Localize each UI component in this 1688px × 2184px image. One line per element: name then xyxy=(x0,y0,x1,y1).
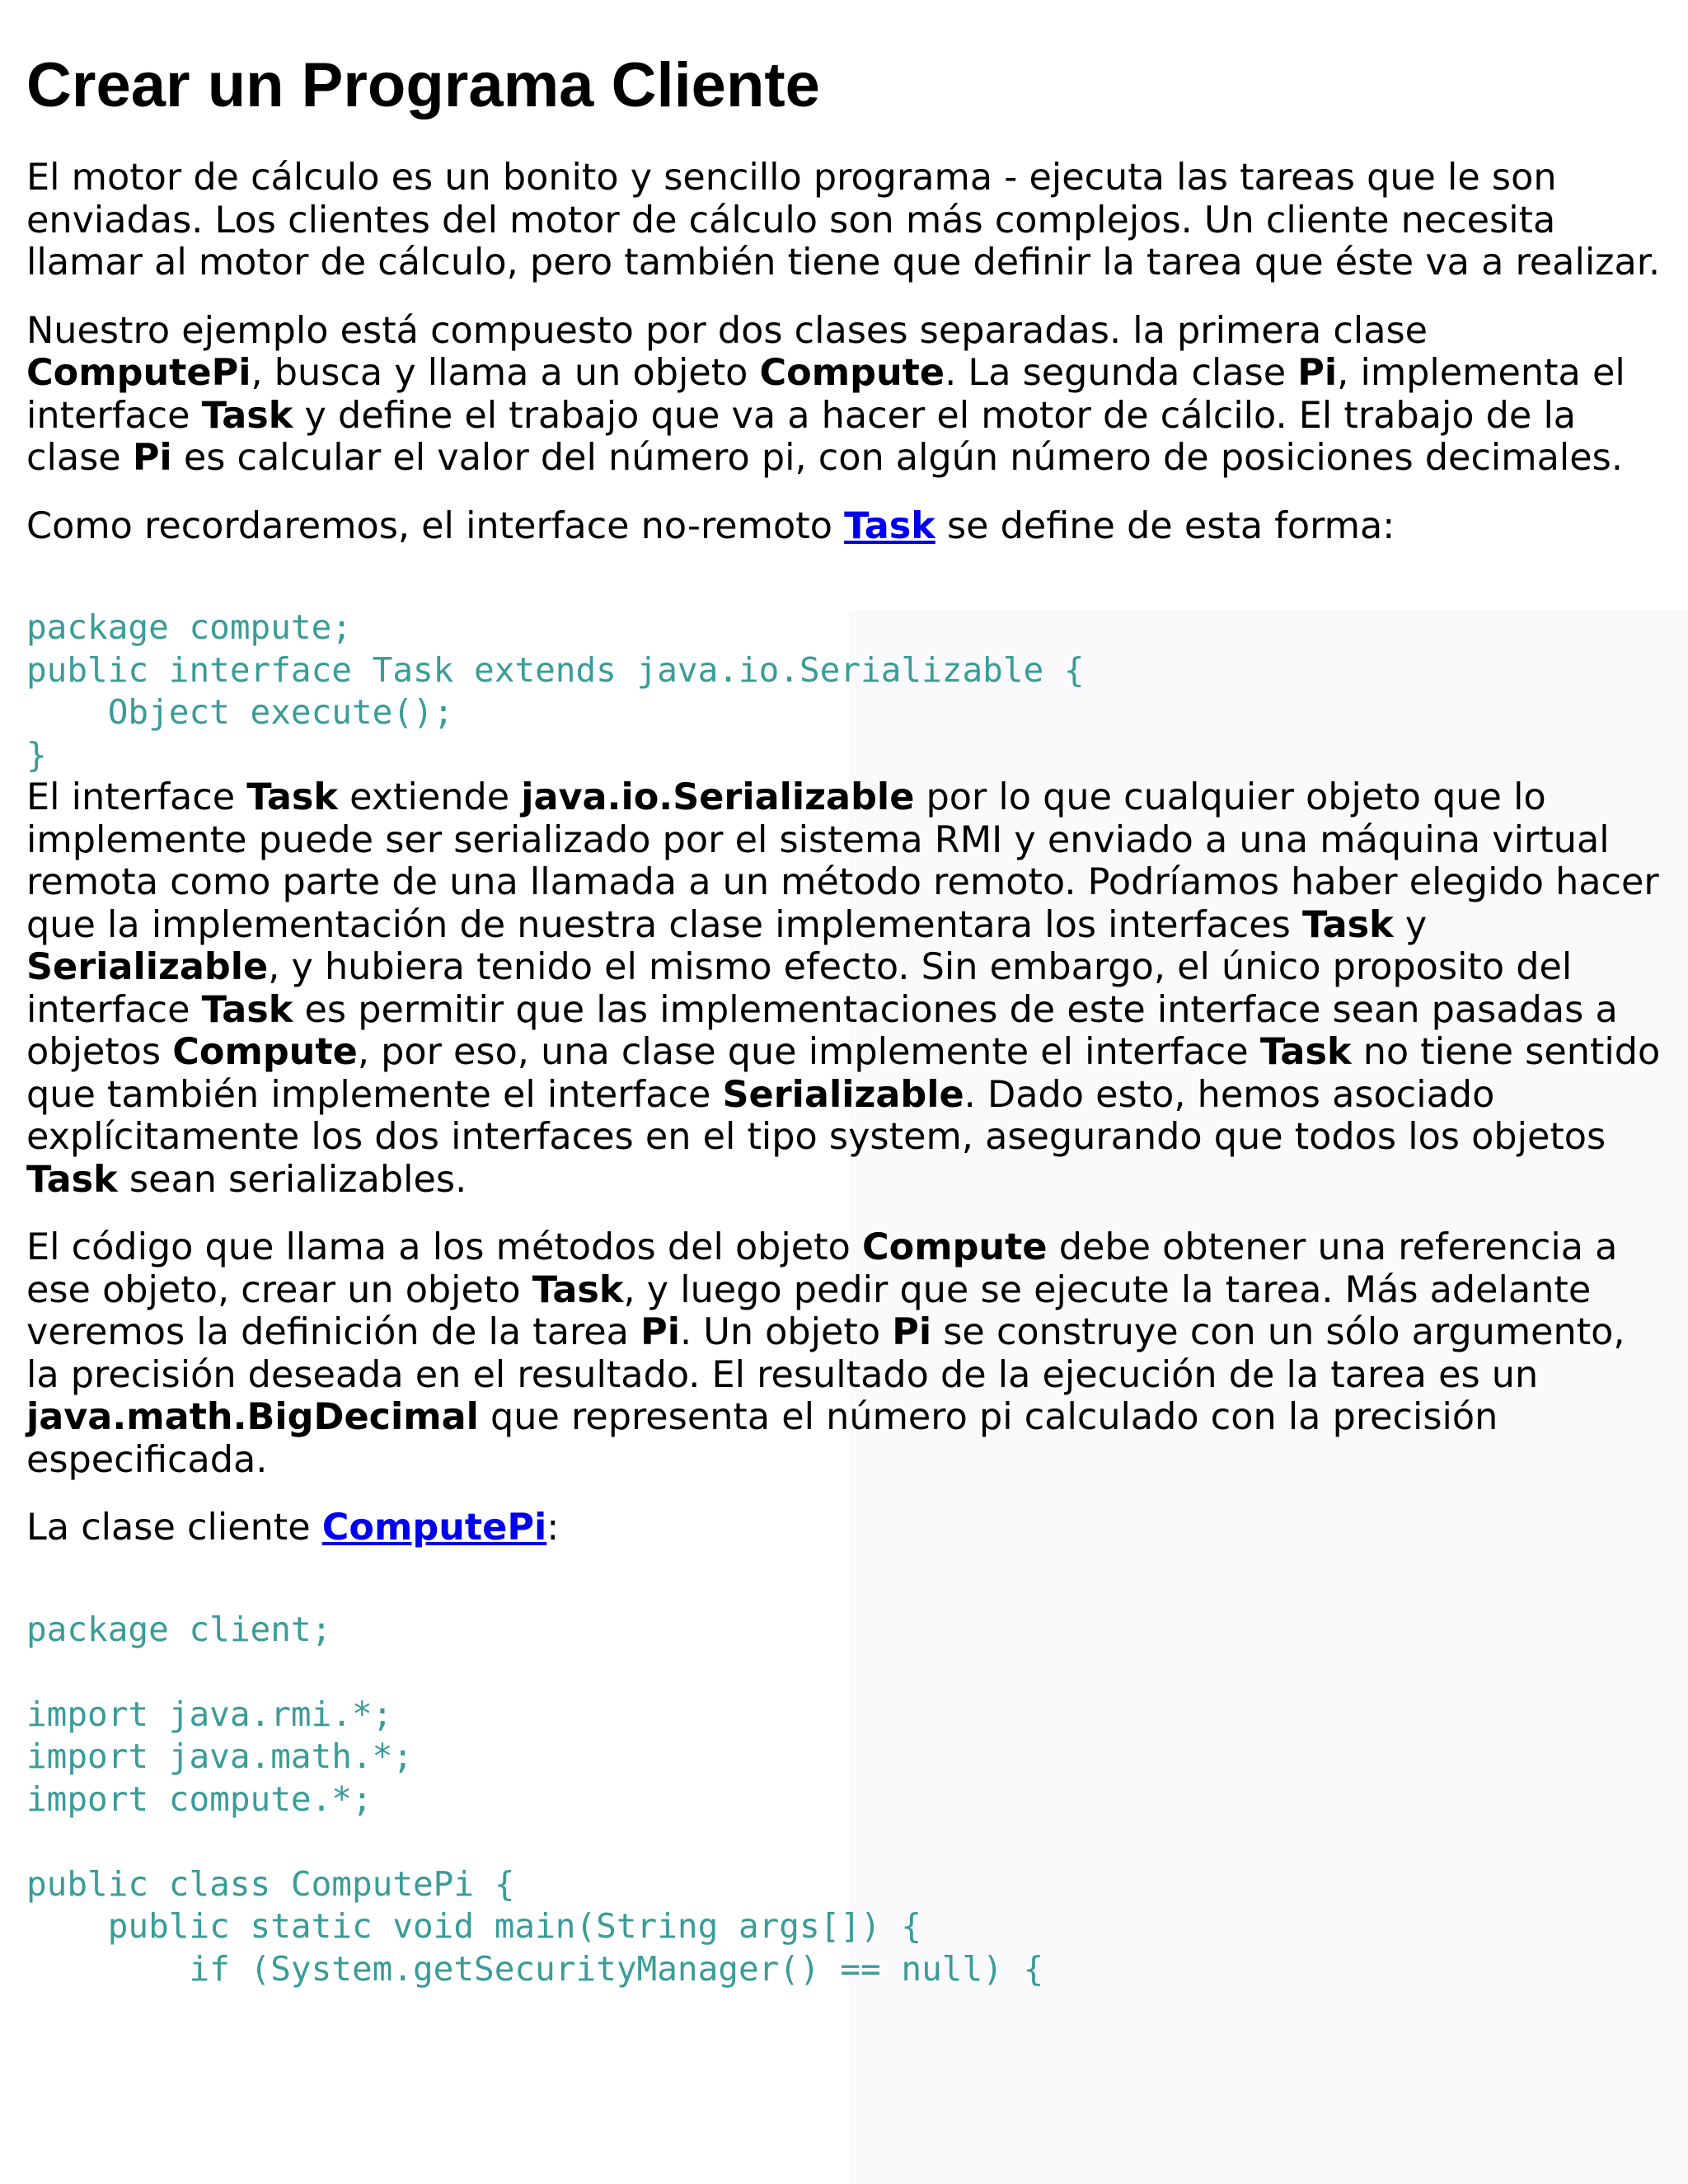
text: , y luego pedir que se ejecute la tarea. Más adelante veremos la definición de la tarea xyxy=(26,1268,1592,1353)
bold-term: Pi xyxy=(640,1311,680,1353)
text: que representa el número pi calculado con la precisión especificada. xyxy=(26,1396,1498,1481)
text: : xyxy=(546,1507,560,1549)
text: , por eso, una clase que implemente el interface xyxy=(357,1031,1260,1073)
page-title: Crear un Programa Cliente xyxy=(26,50,820,120)
class-name-pi: Pi xyxy=(1297,352,1338,394)
class-name-pi: Pi xyxy=(132,437,172,479)
paragraph-intro: El motor de cálculo es un bonito y sencillo programa - ejecuta las tareas que le son enviadas. Los clientes del motor de cálculo son más complejos. Un cliente necesita llamar al motor de cálculo, pero también tiene que definir la tarea que éste va a realizar. xyxy=(26,157,1661,284)
bold-term: Task xyxy=(1259,1031,1352,1073)
text: y xyxy=(1393,903,1428,946)
bold-term: Pi xyxy=(892,1311,932,1353)
text: El interface xyxy=(26,776,247,818)
paragraph-serializable xyxy=(26,776,1667,1201)
task-link[interactable]: Task xyxy=(844,504,935,547)
bold-term: Task xyxy=(201,988,293,1031)
bold-term: Task xyxy=(246,776,338,818)
text: y define el trabajo que va a hacer el motor de cálcilo. El trabajo de la clase xyxy=(26,394,1577,479)
bold-term: Serializable xyxy=(26,946,269,988)
class-name-compute: Compute xyxy=(759,352,945,394)
document-content xyxy=(26,49,1667,1990)
bold-term: Task xyxy=(532,1268,624,1311)
paragraph-task-intro xyxy=(26,505,1667,548)
code-block-task-interface: package compute; public interface Task extends java.io.Serializable { Object execute(); } xyxy=(26,607,1085,775)
bold-term: Compute xyxy=(861,1226,1048,1268)
text: , busca y llama a un objeto xyxy=(251,352,760,394)
text: es permitir que las implementaciones de este interface sean pasadas a objetos xyxy=(26,988,1618,1073)
text: es calcular el valor del número pi, con algún número de posiciones decimales. xyxy=(171,437,1623,479)
text: se construye con un sólo argumento, la precisión deseada en el resultado. El resultado de la ejecución de la tarea es un xyxy=(26,1311,1625,1396)
bold-term: java.math.BigDecimal xyxy=(26,1396,479,1438)
computepi-link[interactable]: ComputePi xyxy=(321,1507,547,1549)
text: La clase cliente xyxy=(26,1507,322,1549)
text: . Dado esto, hemos asociado explícitamente los dos interfaces en el tipo system, asegurando que todos los objetos xyxy=(26,1073,1606,1158)
text: , implementa el interface xyxy=(26,352,1625,437)
bold-term: java.io.Serializable xyxy=(521,776,915,818)
bold-term: Task xyxy=(1301,903,1394,946)
paragraph-classes xyxy=(26,310,1667,480)
bold-term: Serializable xyxy=(722,1073,964,1116)
bold-term: Compute xyxy=(172,1031,358,1073)
text: , y hubiera tenido el mismo efecto. Sin embargo, el único proposito del interface xyxy=(26,946,1573,1031)
text: no tiene sentido que también implemente el interface xyxy=(26,1031,1661,1116)
bold-term: Task xyxy=(26,1158,118,1201)
text: . La segunda clase xyxy=(945,352,1298,394)
text: sean serializables. xyxy=(117,1158,467,1201)
paragraph-compute-call xyxy=(26,1226,1667,1481)
text: . Un objeto xyxy=(679,1311,893,1353)
class-name-computepi: ComputePi xyxy=(26,352,251,394)
text: debe obtener una referencia a ese objeto, crear un objeto xyxy=(26,1226,1618,1311)
text: Nuestro ejemplo está compuesto por dos clases separadas. la primera clase xyxy=(26,309,1428,352)
text: extiende xyxy=(337,776,522,818)
text: El código que llama a los métodos del objeto xyxy=(26,1226,862,1268)
code-block-computepi: package client; import java.rmi.*; import java.math.*; import compute.*; public class ComputePi { public static void main(String args[]) { if (System.getSecurityManager() == null) { xyxy=(26,1609,1044,1989)
paragraph-client-class xyxy=(26,1507,1667,1549)
text: Como recordaremos, el interface no-remoto xyxy=(26,504,845,547)
text: por lo que cualquier objeto que lo implemente puede ser serializado por el sistema RMI y enviado a una máquina virtual remota como parte de una llamada a un método remoto. Podríamos haber elegido hacer que la implementación de nuestra clase implementara los interfaces xyxy=(26,776,1659,946)
class-name-task: Task xyxy=(201,394,293,437)
text: se define de esta forma: xyxy=(935,504,1395,547)
